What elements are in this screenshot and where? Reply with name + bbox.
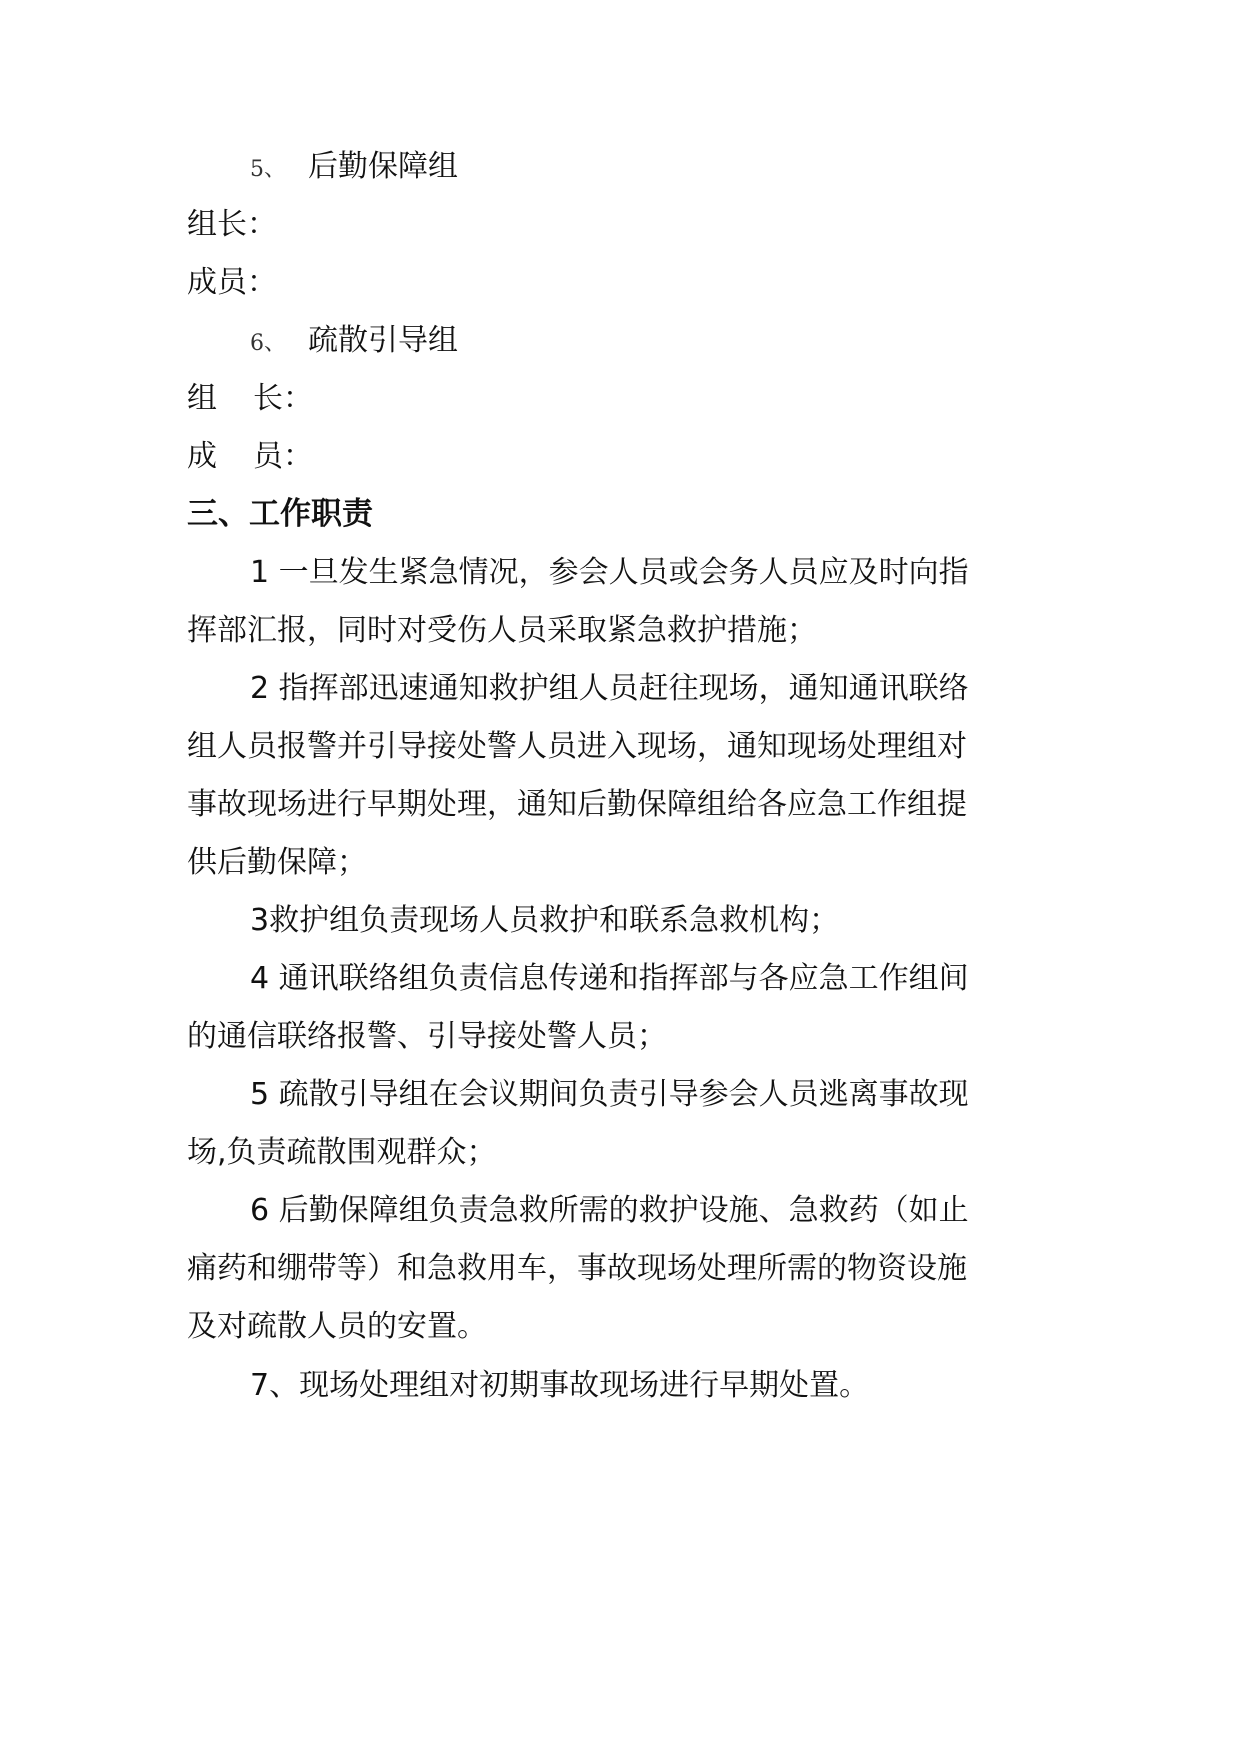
section-6-members-char: 成: [187, 439, 217, 474]
section-6-title: 疏散引导组: [308, 323, 458, 358]
section-5-title: 后勤保障组: [308, 149, 458, 184]
section-6-leader-rest: 长：: [253, 381, 313, 416]
section-6-leader-char: 组: [187, 381, 217, 416]
paragraph-2-line-1: 2 指挥部迅速通知救护组人员赶往现场，通知通讯联络: [250, 671, 969, 706]
paragraph-2-line-4: 供后勤保障；: [187, 845, 367, 880]
paragraph-2-line-2: 组人员报警并引导接处警人员进入现场，通知现场处理组对: [187, 729, 967, 764]
paragraph-4-line-2: 的通信联络报警、引导接处警人员；: [187, 1019, 667, 1054]
paragraph-6-line-2: 痛药和绷带等）和急救用车，事故现场处理所需的物资设施: [187, 1251, 967, 1286]
paragraph-6-line-3: 及对疏散人员的安置。: [187, 1309, 487, 1344]
paragraph-5-line-2: 场,负责疏散围观群众；: [187, 1135, 497, 1170]
paragraph-5-line-1: 5 疏散引导组在会议期间负责引导参会人员逃离事故现: [250, 1077, 969, 1112]
section-5-members: 成员：: [187, 265, 277, 300]
paragraph-1-line-2: 挥部汇报，同时对受伤人员采取紧急救护措施；: [187, 613, 817, 648]
section-5-leader: 组长：: [187, 207, 277, 242]
paragraph-7-line-1: 7、现场处理组对初期事故现场进行早期处置。: [250, 1368, 870, 1403]
section-heading-duties: 三、工作职责: [187, 496, 373, 532]
paragraph-4-line-1: 4 通讯联络组负责信息传递和指挥部与各应急工作组间: [250, 961, 969, 996]
paragraph-1-line-1: 1 一旦发生紧急情况，参会人员或会务人员应及时向指: [250, 555, 969, 590]
paragraph-3-line-1: 3救护组负责现场人员救护和联系急救机构；: [250, 903, 840, 938]
paragraph-2-line-3: 事故现场进行早期处理，通知后勤保障组给各应急工作组提: [187, 787, 967, 822]
section-6-members: [187, 440, 1057, 474]
section-6-members-rest: 员：: [253, 439, 313, 474]
section-6-leader: [187, 382, 1057, 416]
section-6-number: 6、: [250, 331, 286, 356]
section-5-number: 5、: [250, 157, 286, 182]
paragraph-6-line-1: 6 后勤保障组负责急救所需的救护设施、急救药（如止: [250, 1193, 969, 1228]
section-6-heading: [250, 324, 1120, 361]
section-5-heading: [250, 150, 1120, 187]
